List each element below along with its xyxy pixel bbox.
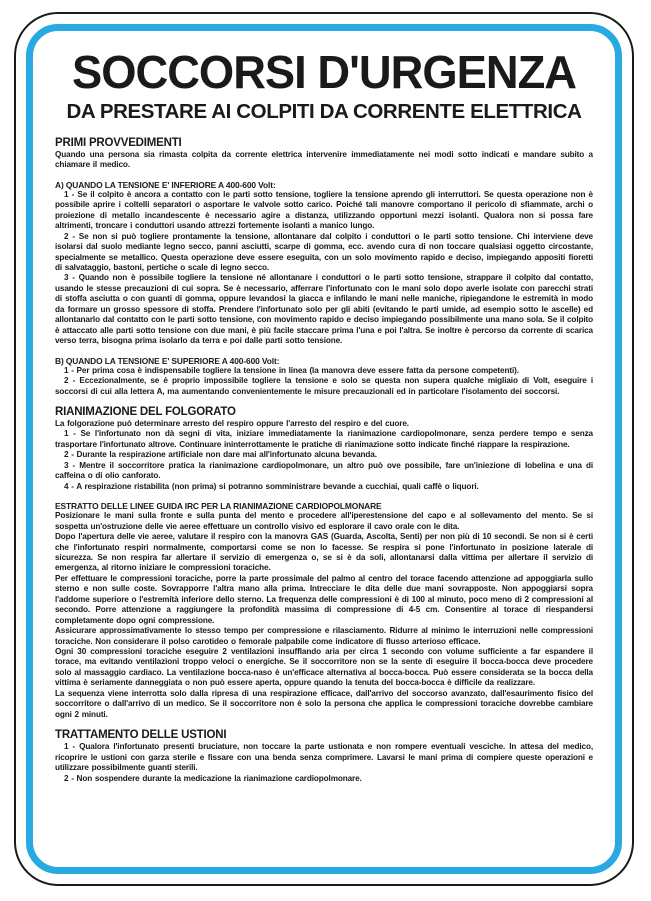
paragraph-irc1: Posizionare le mani sulla fronte e sulla punta del mento e procedere all'iperestensione del capo e al sollevamento del mento. Se si sospetta un'ostruzione delle vie aeree effettuare un controllo visivo ed esplorare il cavo orale con le dita. [55, 511, 593, 531]
section-tensione-superiore [55, 356, 593, 397]
section-heading-tensione-superiore: B) QUANDO LA TENSIONE E' SUPERIORE A 400-600 Volt: [55, 355, 280, 366]
paragraph-u1: 1 - Qualora l'infortunato presenti bruciature, non toccare la parte ustionata e non rompere eventuali vesciche. In attesa del medico, ricoprire le ustioni con garza sterile e fissare con una benda senza comprimere. Lavarsi le mani prima di compiere queste operazioni e utilizzare possibilmente guanti sterili. [55, 742, 593, 773]
outer-black-frame [14, 12, 634, 886]
poster-body [55, 137, 593, 784]
poster-title: SOCCORSI D'URGENZA [71, 46, 577, 98]
paragraph-a2: 2 - Se non si può togliere prontamente la tensione, allontanare dal colpito i conduttori o le parti sotto tensione. Chi interviene deve isolarsi dal suolo mediante legno secco, panni asciutti, scarpe di gomma, ecc. avendo cura di non toccare qualsiasi oggetto circostante, specialmente se metallico. Questa operazione deve essere eseguita, con un solo movimento rapido e deciso, impiegando appositi fioretti di salvataggio, bastoni, pertiche o scale di legno secco. [55, 231, 593, 272]
section-heading-primi-provvedimenti: PRIMI PROVVEDIMENTI [55, 136, 182, 149]
section-linee-guida-irc [55, 501, 593, 720]
section-heading-linee-guida-irc: ESTRATTO DELLE LINEE GUIDA IRC PER LA RIANIMAZIONE CARDIOPOLMONARE [55, 501, 382, 512]
paragraph-a3: 3 - Quando non è possibile togliere la tensione né allontanare i conduttori o le parti sotto tensione, strappare il colpito dal contatto, usando le stesse precauzioni di cui sopra. Se è necessario, afferrare l'infortunato con le mani solo dopo averle isolate con parecchi strati di stoffa asciutta o con guanti di gomma, oppure levandosi la giacca e infilando le mani nelle maniche, ripiegandone le estremità in modo da formare un grosso spessore di stoffa. Prendere l'infortunato solo per gli abiti (evitando le parti umide, ad esempio sotto le ascelle) ed allontanarlo dal contatto con le parti sotto tensione, con movimento rapido e deciso impiegando possibilmente una mano sola. Se il colpito è attaccato alle parti sotto tensione con due mani, è più facile staccare prima l'una e poi l'altra. Se inoltre è percorso da corrente di scarica verso terra, bisogna prima isolarlo da terra e poi dalle parti sotto tensione. [55, 273, 593, 346]
section-trattamento-ustioni [55, 729, 593, 784]
paragraph-b1: 1 - Per prima cosa è indispensabile togliere la tensione in linea (la manovra deve essere fatta da persone competenti). [64, 365, 519, 375]
paragraph-irc6: La sequenza viene interrotta solo dalla ripresa di una respirazione efficace, dall'arrivo del soccorso avanzato, dall'esaurimento fisico del soccorritore o dall'arrivo di un medico. Se il soccorritore non è solo la persona che applica le compressioni toraciche dovrebbe cambiare ogni 2 minuti. [55, 688, 593, 719]
paragraph-intro-primi: Quando una persona sia rimasta colpita da corrente elettrica intervenire immediatamente nei modi sotto indicati e mandare subito a chiamare il medico. [55, 149, 593, 170]
paragraph-irc3: Per effettuare le compressioni toraciche, porre la parte prossimale del palmo al centro del torace facendo attenzione ad appoggiarla sullo sterno e non sulle coste. Sovrapporre l'altra mano alla prima. Intrecciare le dita delle due mani sovrapposte. Non appoggiarsi sopra l'addome superiore o l'estremità inferiore dello sterno. La frequenza delle compressioni è di 100 al minuto, poco meno di 2 compressioni al secondo. Porre attenzione a raggiungere la profondità massima di compressione di 4-5 cm. Consentire al torace di riespandersi completamente dopo ogni compressione. [55, 573, 593, 625]
section-heading-tensione-inferiore: A) QUANDO LA TENSIONE E' INFERIORE A 400-600 Volt: [55, 179, 276, 190]
paragraph-irc4: Assicurare approssimativamente lo stesso tempo per compressione e rilasciamento. Ridurre al minimo le interruzioni nelle compressioni toraciche. Non considerare il polso carotideo o femorale palpabile come indicatore di flusso arterioso efficace. [55, 626, 593, 646]
inner-blue-frame [26, 24, 622, 874]
paragraph-b2: 2 - Eccezionalmente, se è proprio impossibile togliere la tensione e solo se questa non supera qualche migliaio di Volt, eseguire i soccorsi di cui alla lettera A, ma aumentando convenientemente le misure precauzionali ed in particolare l'isolamento dei soccorsi. [55, 376, 593, 396]
section-heading-trattamento-ustioni: TRATTAMENTO DELLE USTIONI [55, 729, 227, 742]
section-rianimazione [55, 406, 593, 492]
paragraph-r1: 1 - Se l'infortunato non dà segni di vita, iniziare immediatamente la rianimazione cardiopolmonare, senza perdere tempo e senza trasportare l'infortunato altrove. Continuare ininterrottamente le pratiche di rianimazione sotto indicate finché riappare la respirazione. [55, 429, 593, 449]
section-primi-provvedimenti [55, 137, 593, 171]
paragraph-r2: 2 - Durante la respirazione artificiale non dare mai all'infortunato alcuna bevanda. [64, 450, 377, 460]
poster-content [55, 35, 593, 863]
paragraph-a1: 1 - Se il colpito è ancora a contatto con le parti sotto tensione, togliere la tensione aprendo gli interruttori. Se questa operazione non è possibile aprire i coltelli separatori o asportare le valvole sotto carico. Poiché tali manovre comportano il pericolo di sfiammate, archi o proiezione di metallo incandescente è necessario agire a distanza, utilizzando opportuni mezzi isolanti. Qualora non si possa fare altrimenti, troncare i conduttori usando attrezzi fortemente isolanti a manico lungo. [55, 189, 593, 231]
paragraph-u2: 2 - Non sospendere durante la medicazione la rianimazione cardiopolmonare. [64, 773, 362, 783]
paragraph-irc5: Ogni 30 compressioni toraciche eseguire 2 ventilazioni insufflando aria per circa 1 secondo con volume sufficiente a far espandere il torace, ma evitando ventilazioni troppo veloci o energiche. Se il soccorritore non se la sente di eseguire il bocca-bocca deve procedere solo al massaggio cardiaco. La ventilazione bocca-naso è un'efficace alternativa al bocca-bocca. Può essere considerata se la bocca della vittima è seriamente danneggiata o non può essere aperta, oppure quando la tenuta del bocca-bocca è difficile da realizzare. [55, 647, 593, 688]
section-heading-rianimazione: RIANIMAZIONE DEL FOLGORATO [55, 405, 236, 418]
paragraph-rianimazione-intro: La folgorazione può determinare arresto del respiro oppure l'arresto del respiro e del cuore. [55, 418, 409, 428]
paragraph-r3: 3 - Mentre il soccorritore pratica la rianimazione cardiopolmonare, un altro può ove possibile, fare un'iniezione di lobelina e una di caffeina o di olio canforato. [55, 460, 593, 481]
paragraph-irc2: Dopo l'apertura delle vie aeree, valutare il respiro con la manovra GAS (Guarda, Ascolta, Senti) per non più di 10 secondi. Se non si è certi che l'infortunato respiri normalmente, comportarsi come se non lo facesse. Se respira si pone l'infortunato in posizione laterale di sicurezza. Se non respira far allertare il servizio di emergenza o, se si è da soli, allontanarsi dalla vittima per allertare il servizio di emergenza, al ritorno iniziare le compressioni toraciche. [55, 532, 593, 573]
poster-subtitle: DA PRESTARE AI COLPITI DA CORRENTE ELETTRICA [66, 99, 582, 123]
section-tensione-inferiore [55, 180, 593, 347]
paragraph-r4: 4 - A respirazione ristabilita (non prima) si potranno somministrare bevande a cucchiai, quali caffè o liquori. [64, 481, 479, 491]
